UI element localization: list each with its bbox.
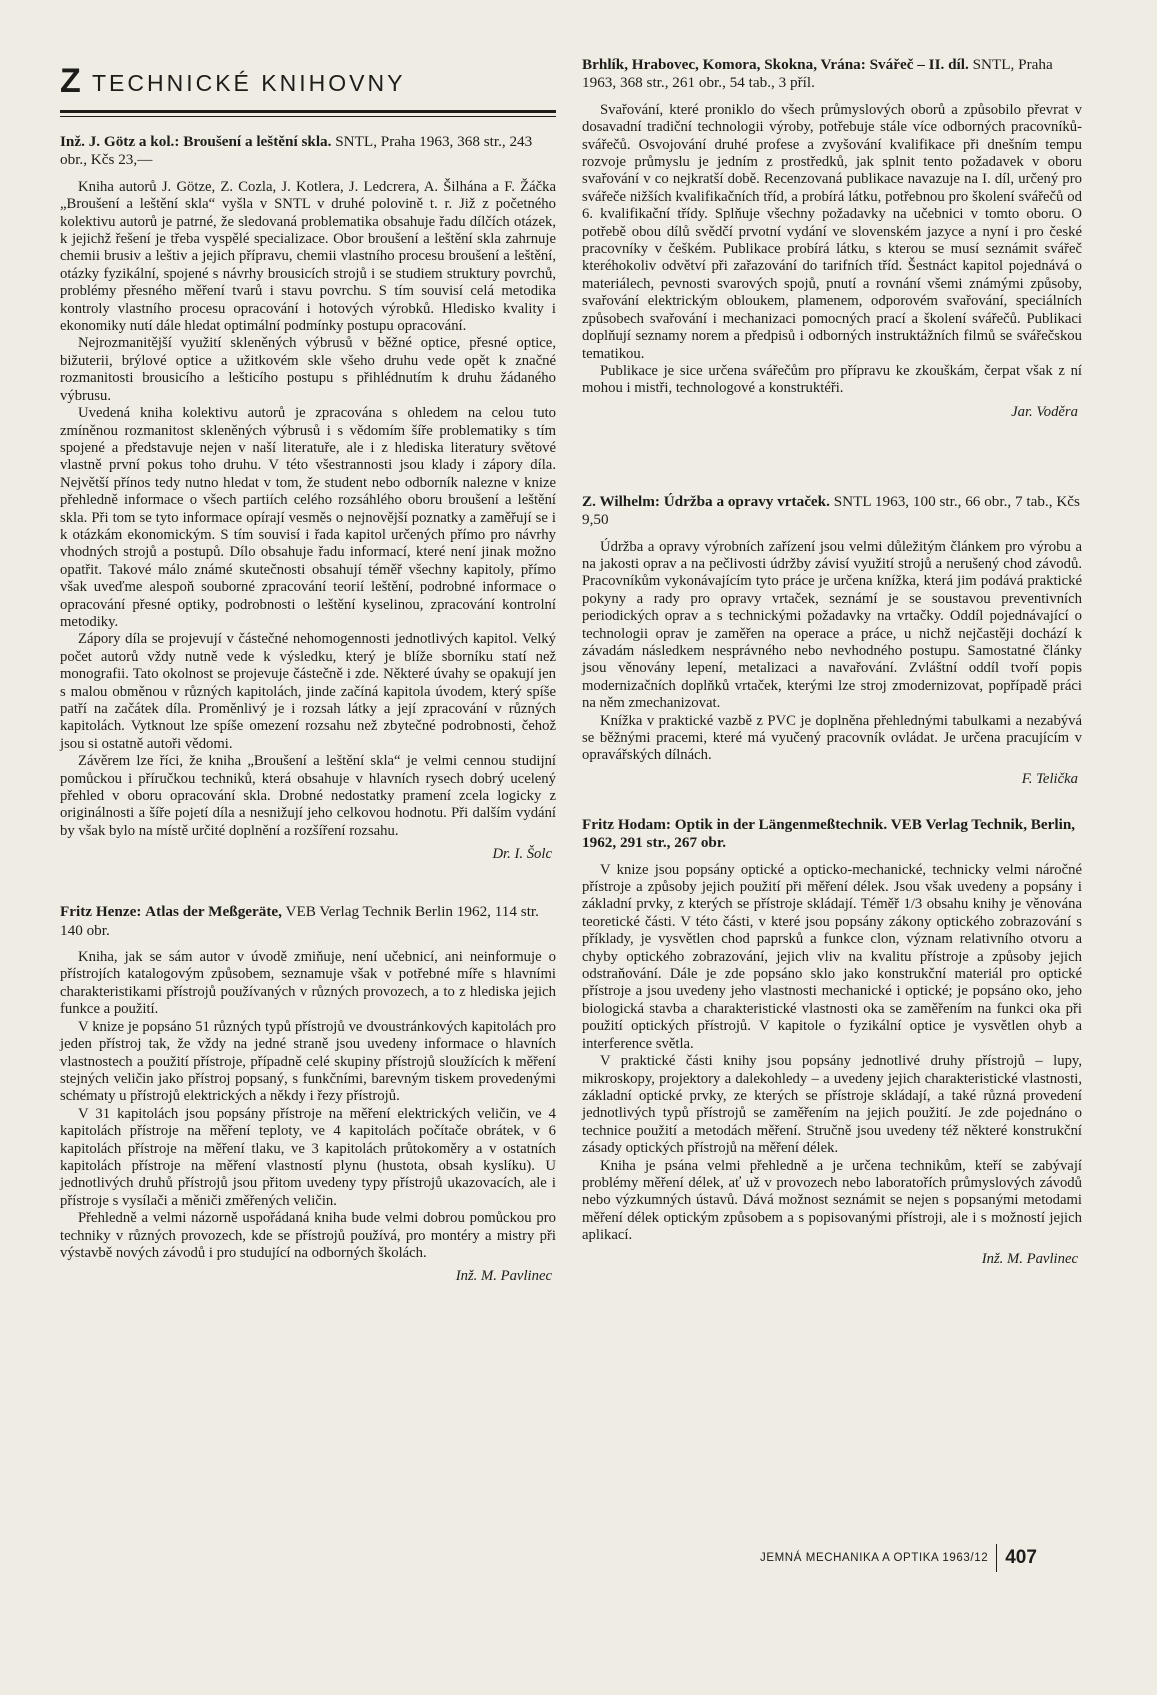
bib-entry (60, 133, 556, 170)
review-publication: SNTL, Praha 1963, 368 str., 261 obr., 54 tab., 3 příl. (582, 56, 1053, 92)
page-number: 407 (1005, 1547, 1037, 1568)
review-paragraph: V 31 kapitolách jsou popsány přístroje na měření elektrických veličin, ve 4 kapitolách přístroje na měření teploty, ve 4 kapitolách počítače obrátek, v 6 kapitolách přístroje na měření tlaku, ve 3 kapitolách průtokoměry a v ostatních kapitolách přístroje na měření vlastností plynu (hustota, obsah kyslíku). U jednotlivých druhů přístrojů jsou přitom uvedeny typy přístrojů ukazovacích, ale i přístroje s vysílači a měniči změřených veličin. (60, 1105, 556, 1209)
heading-title: TECHNICKÉ KNIHOVNY (92, 70, 406, 96)
review-paragraph: Uvedená kniha kolektivu autorů je zpracována s ohledem na celou tuto zmíněnou rozmanitost skleněných výbrusů i s vědomím šíře problematiky s tím spojené a představuje nejen v naší literatuře, ale i z hlediska literatury světové vlastně první pokus toho druhu. V této všestrannosti jsou klady i zápory díla. Největší přínos tedy nutno hledat v tom, že student nebo odborník nalezne v knize přehledně informace o všech partiích celého rozsáhlého oboru broušení a leštění skla. Při tom se tyto informace opírají vesměs o nejnovější poznatky a zaměřují se i k otázkám ekonomickým. S tím souvisí i řada kapitol určených přímo pro návrhy vhodných strojů a postupů. Dílo obsahuje řadu informací, které není jinak možno opatřit. Takové málo známé skutečnosti obsahují téměř všechny kapitoly, přímo však uveďme alespoň souborné zpracování teorií leštění, podrobné informace o opracování přesné optiky, podrobnosti o leštění kyselinou, zpracování kontrolní metodiky. (60, 405, 556, 630)
review-authors: Inž. J. Götz a kol.: (60, 133, 180, 150)
review-paragraph: Údržba a opravy výrobních zařízení jsou velmi důležitým článkem pro výrobu a na jakosti oprav a na pečlivosti údržby závisí využití strojů a nerušený chod závodů. Pracovníkům vykonávajícím tyto práce je určena knížka, která jim podává praktické pokyny a rady pro opravy vrtaček, seznámí je se soustavou preventivních periodických oprav a s technickými požadavky na vrtačky. Oddíl pojednávající o technologii oprav je zaměřen na operace a práce, u nichž nejčastěji dochází k závadám následkem nesprávného nebo nevhodného postupu. Samostatné články jsou věnovány lepení, metalizaci a navařování. Zvláštní oddíl tvoří popis modernizačních doplňků vrtaček, kterými lze stroj zmodernizovat, popřípadě práci na něm zmechanizovat. (582, 538, 1082, 712)
review-authors: Fritz Hodam: (582, 815, 671, 833)
bib-entry (582, 493, 1082, 530)
review-authors: Brhlík, Hrabovec, Komora, Skokna, Vrána: (582, 56, 866, 73)
review-paragraph: Kniha autorů J. Götze, Z. Cozla, J. Kotlera, J. Ledcrera, A. Šilhána a F. Žáčka „Broušení a leštění skla“ vyšla v SNTL v druhé polovině t. r. Již z početného kolektivu autorů je patrné, že sledovaná problematika obsahuje řadu dílčích otázek, k jejichž řešení je třeba vyspělé specializace. Obor broušení a leštění skla zahrnuje chemii brusiv a leštiv a jejich přípravu, chemii vlastního procesu broušení a leštění, otázky fyzikální, spojené s návrhy brousicích strojů i se studiem struktury povrchů, problémy přesného měření tvarů i stavu povrchu. S tím souvisí celá metodika kontroly vlastního procesu opracování i hotových výrobků. Hledisko kvality i ekonomiky nutí dále hledat optimální podmínky postupu opracování. (60, 178, 556, 335)
left-column (60, 56, 556, 1285)
review-authors: Z. Wilhelm: (582, 492, 660, 510)
review-publication: SNTL 1963, 100 str., 66 obr., 7 tab., Kčs 9,50 (582, 492, 1080, 529)
review-paragraph: Kniha, jak se sám autor v úvodě zmiňuje, není učebnicí, ani neinformuje o přístrojích katalogovým způsobem, seznamuje však v potřebné míře s hlavními charakteristikami přístrojů používaných v různých provozech, a to z hlediska jejich funkce a použití. (60, 949, 556, 1018)
journal-name: JEMNÁ MECHANIKA A OPTIKA 1963/12 (760, 1552, 989, 1564)
review-title: Atlas der Meßgeräte, (145, 903, 282, 921)
review-paragraph: Knížka v praktické vazbě z PVC je doplněna přehlednými tabulkami a nezabývá se běžnými pracemi, které má vyučený pracovník ovládat. Je určena pracujícím v opravářských dílnách. (582, 712, 1082, 764)
review-title: Broušení a leštění skla. (183, 133, 332, 150)
review-paragraph: V knize je popsáno 51 různých typů přístrojů ve dvoustránkových kapitolách pro jeden přístroj tak, že vždy na jedné straně jsou uvedeny informace o hlavních vlastnostech a použití přístroje, případně celé skupiny přístrojů sloužících k měření stejných veličin jako přístroj popsaný, s funkčními, barevným tiskem provedenými schématy u přístrojů elektrických a někdy i řezy přístrojů. (60, 1018, 556, 1105)
bib-entry (582, 56, 1082, 93)
review-paragraph: Nejrozmanitější využití skleněných výbrusů v běžné optice, přesné optice, bižuterii, brýlové optice a užitkovém skle všeho druhu vede opět k značné rozmanitosti brousicího a lešticího postupu s přihlédnutím k druhu žádaného výbrusu. (60, 335, 556, 404)
review-wilhelm (582, 493, 1082, 788)
review-signature: Dr. I. Šolc (492, 846, 552, 863)
review-goetz (60, 133, 556, 863)
review-paragraph: V praktické části knihy jsou popsány jednotlivé druhy přístrojů – lupy, mikroskopy, projektory a dalekohledy – a uvedeny jejich charakteristické vlastnosti, základní optické prvky, ze kterých se přístroje skládají, a také různá provedení jednotlivých typů přístrojů se zaměřením na jejich použití. Je zde pojednáno o technice použití a metodách měření. Stručně jsou uvedeny též některé konstrukční zásady optických přístrojů na měření délek. (582, 1053, 1082, 1157)
review-paragraph: Publikace je sice určena svářečům pro přípravu ke zkouškám, čerpat však z ní mohou i mistři, technologové a konstruktéři. (582, 362, 1082, 397)
review-signature: Inž. M. Pavlinec (455, 1268, 552, 1285)
review-title: Svářeč – II. díl. (869, 56, 969, 73)
review-signature: Jar. Voděra (1011, 403, 1078, 420)
section-heading (60, 56, 556, 108)
review-paragraph: Svařování, které proniklo do všech průmyslových oborů a způsobilo převrat v dosavadní tradiční technologii výroby, potřebuje stále více odborných pracovníků-svářečů. Osvojování druhé profese a zvyšování kvalifikace při dnešním tempu rozvoje průmyslu je jedním z prostředků, jak splnit tento požadavek v oboru svařování v co nejkratší době. Recenzovaná publikace navazuje na I. díl, určený pro svářeče nižších kvalifikačních tříd, a probírá látku, potřebnou pro školení svářečů od 6. kvalifikační třídy. Splňuje všechny požadavky na učebnici v tomto oboru. O potřebě obou dílů svědčí prvotní vydání ve slovenském jazyce a nyní i pro české pracovníky v češkém. Publikace probírá látku, s kterou se musí seznámit svářeč kteréhokoliv odvětví při zařazování do tarifních tříd. Šestnáct kapitol pojednává o materiálech, pevnosti svarových spojů, pnutí a rovnání všemi známými způsoby, svařování elektrickým obloukem, plamenem, odporovém svařování, speciálních způsobech svařování i mechanizaci pomocných prací a školení svářečů. Publikaci doplňují seznamy norem a předpisů i odborných instruktážních filmů se svářečskou tematikou. (582, 101, 1082, 362)
review-signature: Inž. M. Pavlinec (981, 1250, 1078, 1267)
review-publication: SNTL, Praha 1963, 368 str., 243 obr., Kčs 23,— (60, 133, 533, 169)
page-footer (760, 1544, 1037, 1572)
review-paragraph: V knize jsou popsány optické a opticko-mechanické, technicky velmi náročné přístroje a způsoby jejich použití při měření délek. Jsou však uvedeny a popsány i základní prvky, z kterých se přístroje skládají. Téměř 1/3 obsahu knihy je věnována teoretické části. V této části, v které jsou popsány zákony optického zobrazování s příklady, je vysvětlen chod paprsků a funkce clon, význam relativního otvoru a chyby optického zobrazování, jejich vliv na kvalitu přístroje a způsoby jejich odstraňování. Dále je zde popsáno sklo jako konstrukční materiál pro optické přístroje a jsou uvedeny jeho vlastnosti mechanické i optické; je popsáno oko, jeho biologická stavba a charakteristické vlastnosti oka se zaměřením na funkci oka při použití optických přístrojů. V kapitole o fyzikální optice je vysvětlen ohyb a interference světla. (582, 861, 1082, 1052)
review-paragraph: Zápory díla se projevují v částečné nehomogennosti jednotlivých kapitol. Velký počet autorů vždy nutně vede k výsledku, který je blíže sborníku statí než monografii. Tato okolnost se projevuje částečně i zde. Některé úvahy se opakují jen s malou obměnou v různých kapitolách, jinde začíná kapitola úvodem, který spíše patří na začátek díla. Proměnlivý je i rozsah látky a její zpracování v různých kapitolách. Vytknout lze spíše omezení rozsahu než zbytečné podrobnosti, čehož jsou si ostatně autoři vědomi. (60, 631, 556, 752)
review-authors: Fritz Henze: (60, 903, 142, 921)
review-paragraph: Přehledně a velmi názorně uspořádaná kniha bude velmi dobrou pomůckou pro techniky v různých provozech, kde se přístrojů používá, pro montéry a mistry při výstavbě nových závodů i pro studující na odborných školách. (60, 1210, 556, 1261)
heading-rule-thick (60, 110, 556, 113)
review-henze (60, 903, 556, 1285)
bib-entry (60, 903, 556, 940)
review-title: Optik in der Längenmeßtechnik. VEB Verlag Technik, Berlin, 1962, 291 str., 267 obr. (582, 815, 1076, 852)
review-paragraph: Kniha je psána velmi přehledně a je určena technikům, kteří se zabývají problémy měření délek, ať už v provozech nebo laboratořích průmyslových závodů nebo výzkumných ústavů. Dává možnost seznámit se nejen s popsanými metodami měření délek optickým způsobem a s popisovanými přístroji, ale i s možností jejich aplikací. (582, 1157, 1082, 1244)
right-column (582, 56, 1082, 1268)
heading-letter: Z (60, 62, 82, 100)
footer-divider (996, 1544, 997, 1572)
review-paragraph: Závěrem lze říci, že kniha „Broušení a leštění skla“ je velmi cennou studijní pomůckou i příručkou techniků, která obsahuje v hlavních rysech dobrý ucelený přehled v oboru opracování skla. Drobné nedostatky pramení zcela logicky z originálnosti a šíře pojetí díla a nesnižují jeho celkovou hodnotu. Při dalším vydání by však bylo na místě určité doplnění a rozšíření rozsahu. (60, 753, 556, 839)
review-signature: F. Telička (1021, 770, 1078, 787)
review-hodam (582, 816, 1082, 1268)
bib-entry (582, 816, 1082, 853)
review-title: Údržba a opravy vrtaček. (663, 492, 830, 510)
review-publication: VEB Verlag Technik Berlin 1962, 114 str. 140 obr. (60, 903, 539, 939)
heading-rule-thin (60, 116, 556, 117)
review-brhlik (582, 56, 1082, 421)
